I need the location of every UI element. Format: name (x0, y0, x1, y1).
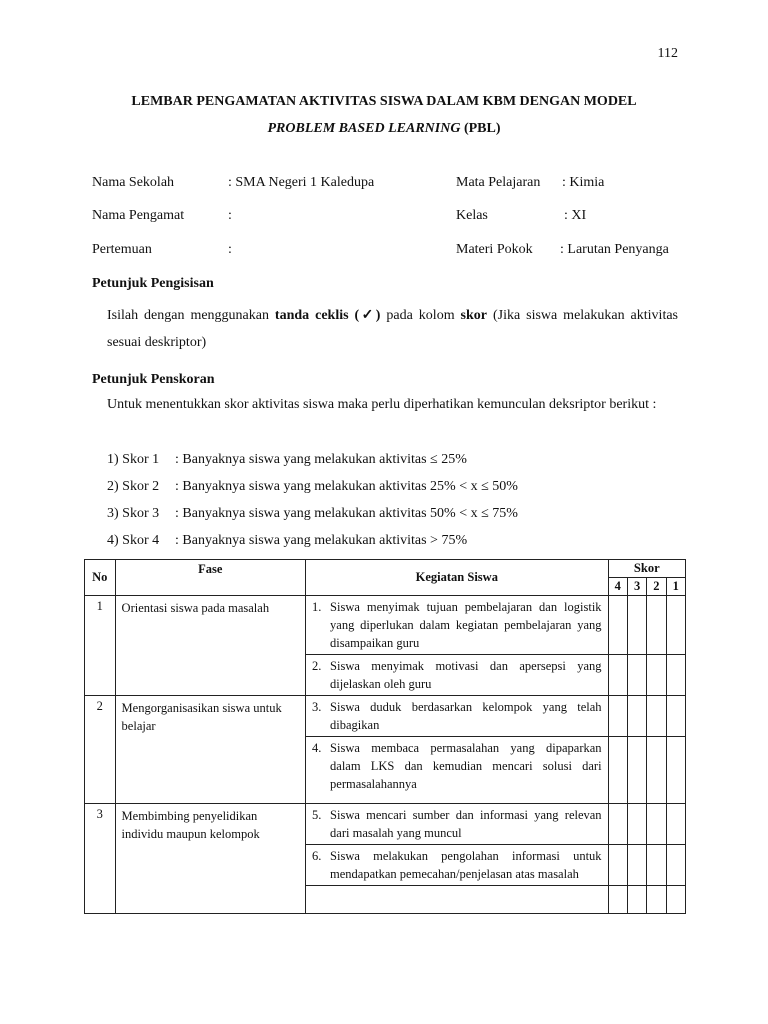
activity-text: Siswa melakukan pengolahan informasi untuk mendapatkan pemecahan/penjelasan atas masalah (330, 849, 602, 881)
score-cell[interactable] (608, 737, 627, 804)
activity-text: Siswa mencari sumber dan informasi yang relevan dari masalah yang muncul (330, 808, 602, 840)
header-no: No (85, 560, 116, 596)
score-cell[interactable] (666, 737, 685, 804)
activity-number: 2. (312, 659, 322, 673)
scoring-heading: Petunjuk Penskoran (92, 372, 215, 387)
class-label: Kelas (456, 208, 488, 223)
document-title: LEMBAR PENGAMATAN AKTIVITAS SISWA DALAM KBM DENGAN MODEL (131, 94, 637, 109)
score-label: 4) Skor 4 (107, 533, 160, 548)
phase-name: Orientasi siswa pada masalah (115, 596, 305, 696)
page-number: 112 (657, 46, 678, 61)
school-value: : SMA Negeri 1 Kaledupa (228, 175, 375, 190)
score-text: : Banyaknya siswa yang melakukan aktivitas 25% < x ≤ 50% (175, 479, 518, 494)
meeting-value: : (228, 242, 232, 257)
activity-cell-blank[interactable] (306, 886, 609, 914)
observer-value: : (228, 208, 232, 223)
observer-label: Nama Pengamat (92, 208, 185, 223)
score-cell[interactable] (666, 845, 685, 886)
header-skor-2: 2 (647, 578, 666, 596)
phase-number: 2 (85, 696, 116, 804)
activity-number: 3. (312, 700, 322, 714)
header-skor-4: 4 (608, 578, 627, 596)
filling-text-a: Isilah dengan menggunakan (107, 308, 275, 323)
score-label: 3) Skor 3 (107, 506, 160, 521)
score-cell[interactable] (666, 886, 685, 914)
score-cell[interactable] (608, 696, 627, 737)
topic-label: Materi Pokok (456, 242, 533, 257)
activity-cell (306, 696, 609, 737)
filling-heading: Petunjuk Pengisisan (92, 276, 214, 291)
activity-text: Siswa menyimak tujuan pembelajaran dan logistik yang diperlukan dalam kegiatan pembelajaran yang disampaikan guru (330, 600, 602, 650)
score-cell[interactable] (647, 804, 666, 845)
score-cell[interactable] (608, 886, 627, 914)
table-row (85, 696, 686, 737)
score-cell[interactable] (627, 596, 646, 655)
filling-checkmark-phrase: tanda ceklis (✓) (274, 308, 381, 323)
phase-number: 1 (85, 596, 116, 696)
header-skor-1: 1 (666, 578, 685, 596)
score-line (107, 479, 518, 495)
score-cell[interactable] (608, 596, 627, 655)
score-cell[interactable] (627, 737, 646, 804)
scoring-intro: Untuk menentukkan skor aktivitas siswa maka perlu diperhatikan kemunculan deksriptor berikut : (107, 397, 657, 412)
activity-cell (306, 804, 609, 845)
score-cell[interactable] (627, 804, 646, 845)
activity-text: Siswa membaca permasalahan yang dipaparkan dalam LKS dan kemudian mencari solusi dari permasalahannya (330, 741, 602, 791)
filling-text-e: (Jika siswa melakukan aktivitas sesuai deskriptor) (107, 308, 678, 350)
score-cell[interactable] (627, 886, 646, 914)
activity-cell (306, 655, 609, 696)
document-subtitle (0, 121, 768, 137)
activity-cell (306, 845, 609, 886)
title-model-abbr: (PBL) (460, 121, 501, 136)
phase-name: Membimbing penyelidikan individu maupun kelompok (115, 804, 305, 914)
score-cell[interactable] (647, 596, 666, 655)
score-cell[interactable] (647, 845, 666, 886)
score-cell[interactable] (647, 696, 666, 737)
score-text: : Banyaknya siswa yang melakukan aktivitas > 75% (175, 533, 468, 548)
score-cell[interactable] (647, 655, 666, 696)
class-value: : XI (564, 208, 587, 223)
subject-label: Mata Pelajaran (456, 175, 541, 190)
score-cell[interactable] (627, 655, 646, 696)
activity-number: 5. (312, 808, 322, 822)
filling-score-word: skor (460, 308, 487, 323)
score-cell[interactable] (608, 655, 627, 696)
filling-instructions (107, 302, 678, 356)
header-kegiatan: Kegiatan Siswa (306, 560, 609, 596)
score-line (107, 533, 467, 549)
topic-value: : Larutan Penyanga (560, 242, 669, 257)
score-cell[interactable] (627, 696, 646, 737)
score-line (107, 506, 518, 522)
title-model-name: PROBLEM BASED LEARNING (267, 121, 461, 136)
score-line (107, 452, 467, 468)
score-text: : Banyaknya siswa yang melakukan aktivitas 50% < x ≤ 75% (175, 506, 518, 521)
filling-text-c: pada kolom (380, 308, 461, 323)
observation-table (84, 559, 686, 914)
header-fase: Fase (115, 560, 305, 596)
score-cell[interactable] (666, 696, 685, 737)
phase-number: 3 (85, 804, 116, 914)
school-label: Nama Sekolah (92, 175, 175, 190)
table-row (85, 596, 686, 655)
score-label: 2) Skor 2 (107, 479, 160, 494)
score-label: 1) Skor 1 (107, 452, 160, 467)
score-cell[interactable] (647, 737, 666, 804)
score-cell[interactable] (608, 845, 627, 886)
activity-number: 1. (312, 600, 322, 614)
score-cell[interactable] (666, 655, 685, 696)
activity-number: 4. (312, 741, 322, 755)
score-cell[interactable] (627, 845, 646, 886)
activity-text: Siswa duduk berdasarkan kelompok yang telah dibagikan (330, 700, 602, 732)
meeting-label: Pertemuan (92, 242, 152, 257)
table-header-row (85, 560, 686, 578)
header-skor-3: 3 (627, 578, 646, 596)
table-row (85, 804, 686, 845)
activity-text: Siswa menyimak motivasi dan apersepsi yang dijelaskan oleh guru (330, 659, 602, 691)
activity-cell (306, 737, 609, 804)
score-cell[interactable] (647, 886, 666, 914)
header-skor: Skor (608, 560, 685, 578)
score-cell[interactable] (608, 804, 627, 845)
score-text: : Banyaknya siswa yang melakukan aktivitas ≤ 25% (175, 452, 467, 467)
score-cell[interactable] (666, 804, 685, 845)
subject-value: : Kimia (562, 175, 605, 190)
score-cell[interactable] (666, 596, 685, 655)
phase-name: Mengorganisasikan siswa untuk belajar (115, 696, 305, 804)
activity-number: 6. (312, 849, 322, 863)
activity-cell (306, 596, 609, 655)
